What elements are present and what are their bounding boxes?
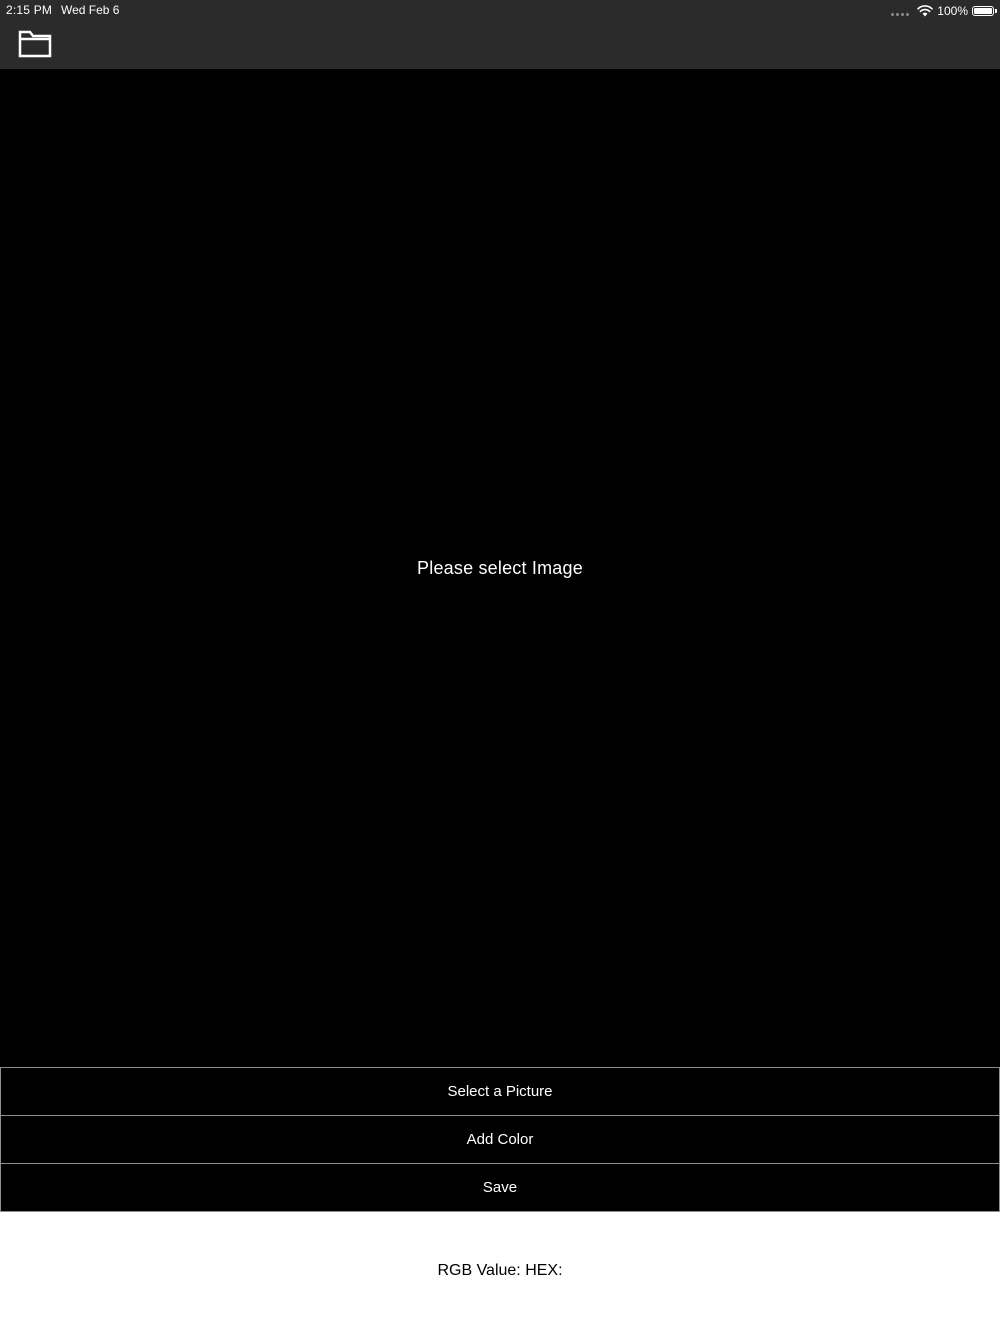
select-picture-button[interactable]: Select a Picture [0, 1067, 1000, 1116]
folder-icon [16, 28, 54, 60]
battery-icon [972, 6, 994, 16]
status-bar [0, 0, 1000, 22]
wifi-icon [917, 5, 933, 17]
rgb-value-label: RGB Value: HEX: [437, 1262, 563, 1279]
battery-percent: 100% [937, 4, 968, 18]
status-time: 2:15 PM [6, 3, 53, 17]
save-button[interactable]: Save [0, 1163, 1000, 1212]
folder-button[interactable] [16, 28, 54, 60]
status-date: Wed Feb 6 [61, 3, 120, 17]
status-indicators [891, 2, 994, 20]
signal-dots-icon [891, 13, 909, 16]
image-preview-area[interactable] [0, 69, 1000, 1068]
image-placeholder-text: Please select Image [417, 558, 583, 578]
add-color-button[interactable]: Add Color [0, 1115, 1000, 1164]
navigation-bar [0, 22, 1000, 69]
